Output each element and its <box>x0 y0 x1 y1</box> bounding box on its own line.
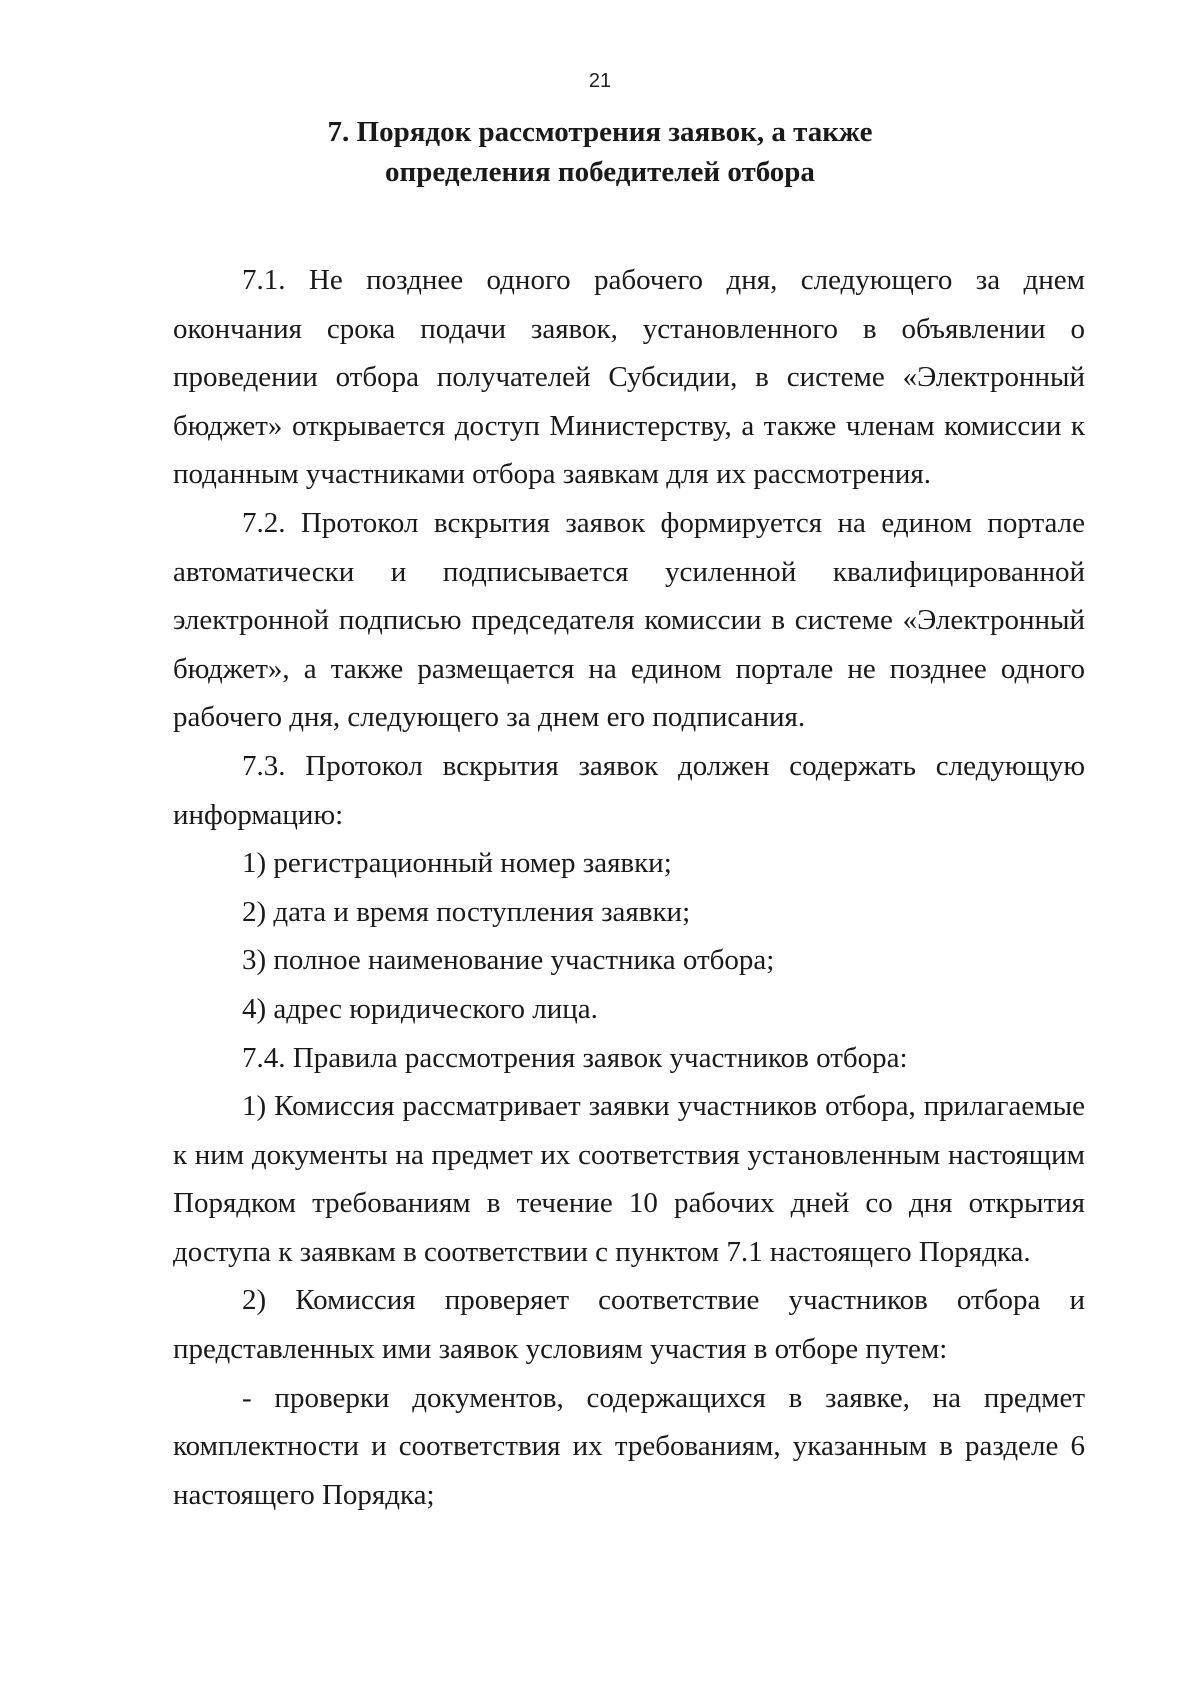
page-number: 21 <box>588 70 612 92</box>
section-title-line-1: 7. Порядок рассмотрения заявок, а также <box>327 116 873 148</box>
list-item-date-time: 2) дата и время поступления заявки; <box>242 895 691 928</box>
rule-item-1: 1) Комиссия рассматривает заявки участников отбора, прилагаемые к ним документы на предмет их соответствия установленным настоящим Порядком требованиям в течение 10 рабочих дней со дня открытия доступа к заявкам в соответствии с пунктом 7.1 настоящего Порядка. <box>173 1090 1085 1268</box>
paragraph-7-2: 7.2. Протокол вскрытия заявок формируется на едином портале автоматически и подписывается усиленной квалифицированной электронной подписью председателя комиссии в системе «Электронный бюджет», а также размещается на едином портале не позднее одного рабочего дня, следующего за днем его подписания. <box>173 506 1085 734</box>
section-title <box>0 112 1200 192</box>
section-title-line-2: определения победителей отбора <box>385 156 815 188</box>
list-item-full-name: 3) полное наименование участника отбора; <box>242 944 775 977</box>
document-body <box>173 256 1085 1519</box>
paragraph-7-4: 7.4. Правила рассмотрения заявок участников отбора: <box>242 1041 908 1074</box>
list-item-registration-number: 1) регистрационный номер заявки; <box>242 847 672 880</box>
paragraph-7-1: 7.1. Не позднее одного рабочего дня, следующего за днем окончания срока подачи заявок, установленного в объявлении о проведении отбора получателей Субсидии, в системе «Электронный бюджет» открывается доступ Министерству, а также членам комиссии к поданным участниками отбора заявкам для их рассмотрения. <box>173 264 1085 491</box>
paragraph-7-3: 7.3. Протокол вскрытия заявок должен содержать следующую информацию: <box>173 749 1085 831</box>
rule-subitem-check-documents: - проверки документов, содержащихся в заявке, на предмет комплектности и соответствия их требованиям, указанным в разделе 6 настоящего Порядка; <box>173 1381 1085 1511</box>
rule-item-2: 2) Комиссия проверяет соответствие участников отбора и представленных ими заявок условиям участия в отборе путем: <box>173 1284 1085 1366</box>
list-item-legal-address: 4) адрес юридического лица. <box>242 992 598 1025</box>
